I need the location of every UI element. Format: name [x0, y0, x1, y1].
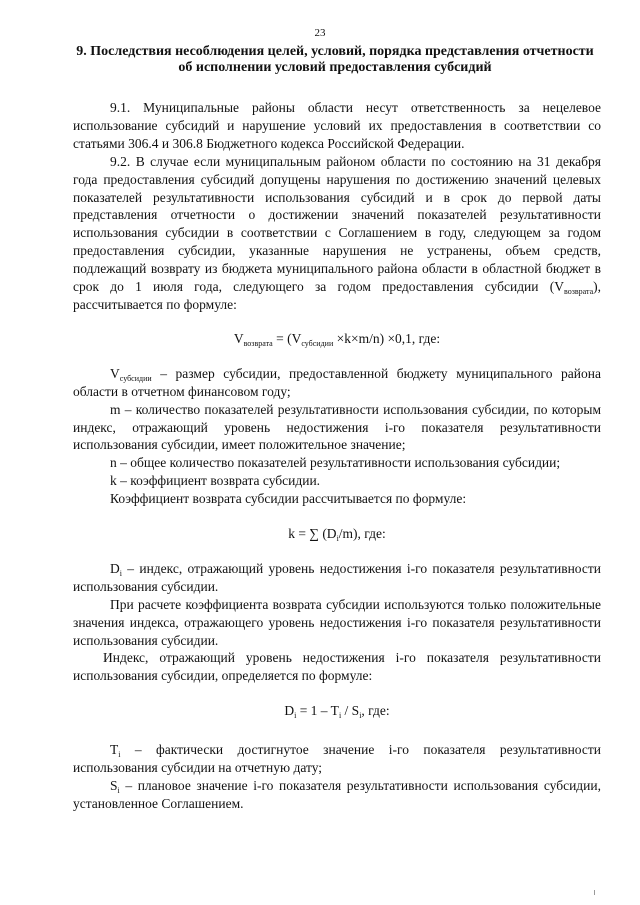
paragraph-9-1: 9.1. Муниципальные районы области несут ответственность за нецелевое использование субсидий и нарушение условий их предоставления в соответствии со статьями 306.4 и 306.8 Бюджетного кодекса Российской Федерации.	[73, 100, 601, 151]
paragraph-index: Индекс, отражающий уровень недостижения i-го показателя результативности использования субсидии, определяется по формуле:	[73, 650, 601, 684]
paragraph-calc: При расчете коэффициента возврата субсидии используются только положительные значения индекса, отражающего уровень недостижения i-го показателя результативности использования субсидии.	[73, 596, 601, 648]
definition-v-subsidy: $V_{субсидии}$ – размер субсидии, предоставленной бюджету муниципального района области в отчетном финансовом году;	[73, 365, 601, 399]
definition-t: $T_i$ – фактически достигнутое значение i-го показателя результативности использования субсидии на отчетную дату;	[73, 742, 601, 776]
definition-n: n – общее количество показателей результативности использования субсидии;	[110, 455, 561, 471]
formula-return-volume: $V_{возврата} = (V_{субсидии} \times k\times m/n) \times 0,1$, где:	[233, 330, 441, 348]
definition-k: k – коэффициент возврата субсидии.	[110, 473, 321, 489]
formula-coefficient: k = ∑ $(D_i/m)$, где:	[288, 526, 386, 544]
formula-index: $D_i = 1 - T_i / S_i$, где:	[284, 703, 390, 721]
k-intro: Коэффициент возврата субсидии рассчитывается по формуле:	[110, 491, 467, 507]
definition-d: $D_i$ – индекс, отражающий уровень недостижения i-го показателя результативности использования субсидии.	[73, 560, 601, 594]
definition-m: m – количество показателей результативности использования субсидии, по которым индекс, отражающий уровень недостижения i-го показателя результативности использования субсидии, имеет положительное значение;	[73, 401, 601, 453]
section-heading: 9. Последствия несоблюдения целей, условий, порядка представления отчетности об исполнении условий предоставления субсидий	[76, 44, 594, 75]
scan-mark	[594, 890, 595, 895]
paragraph-9-2: 9.2. В случае если муниципальным районом области по состоянию на 31 декабря года предоставления субсидий допущены нарушения по достижению значений целевых показателей результативности использования субсидий и в срок до первой даты представления отчетности о достижении значений показателей результативности использования субсидии в соответствии с Соглашением в году, следующем за годом предоставления субсидии, указанные нарушения не устранены, объем средств, подлежащий возврату из бюджета муниципального района области в областной бюджет в срок до 1 июля года, следующего за годом предоставления субсидии $(V_{возврата})$, рассчитывается по формуле:	[73, 153, 601, 312]
document-body	[73, 99, 601, 813]
definition-s: $S_i$ – плановое значение i-го показателя результативности использования субсидии, установленное Соглашением.	[73, 778, 601, 811]
page-number: 23	[314, 27, 326, 39]
